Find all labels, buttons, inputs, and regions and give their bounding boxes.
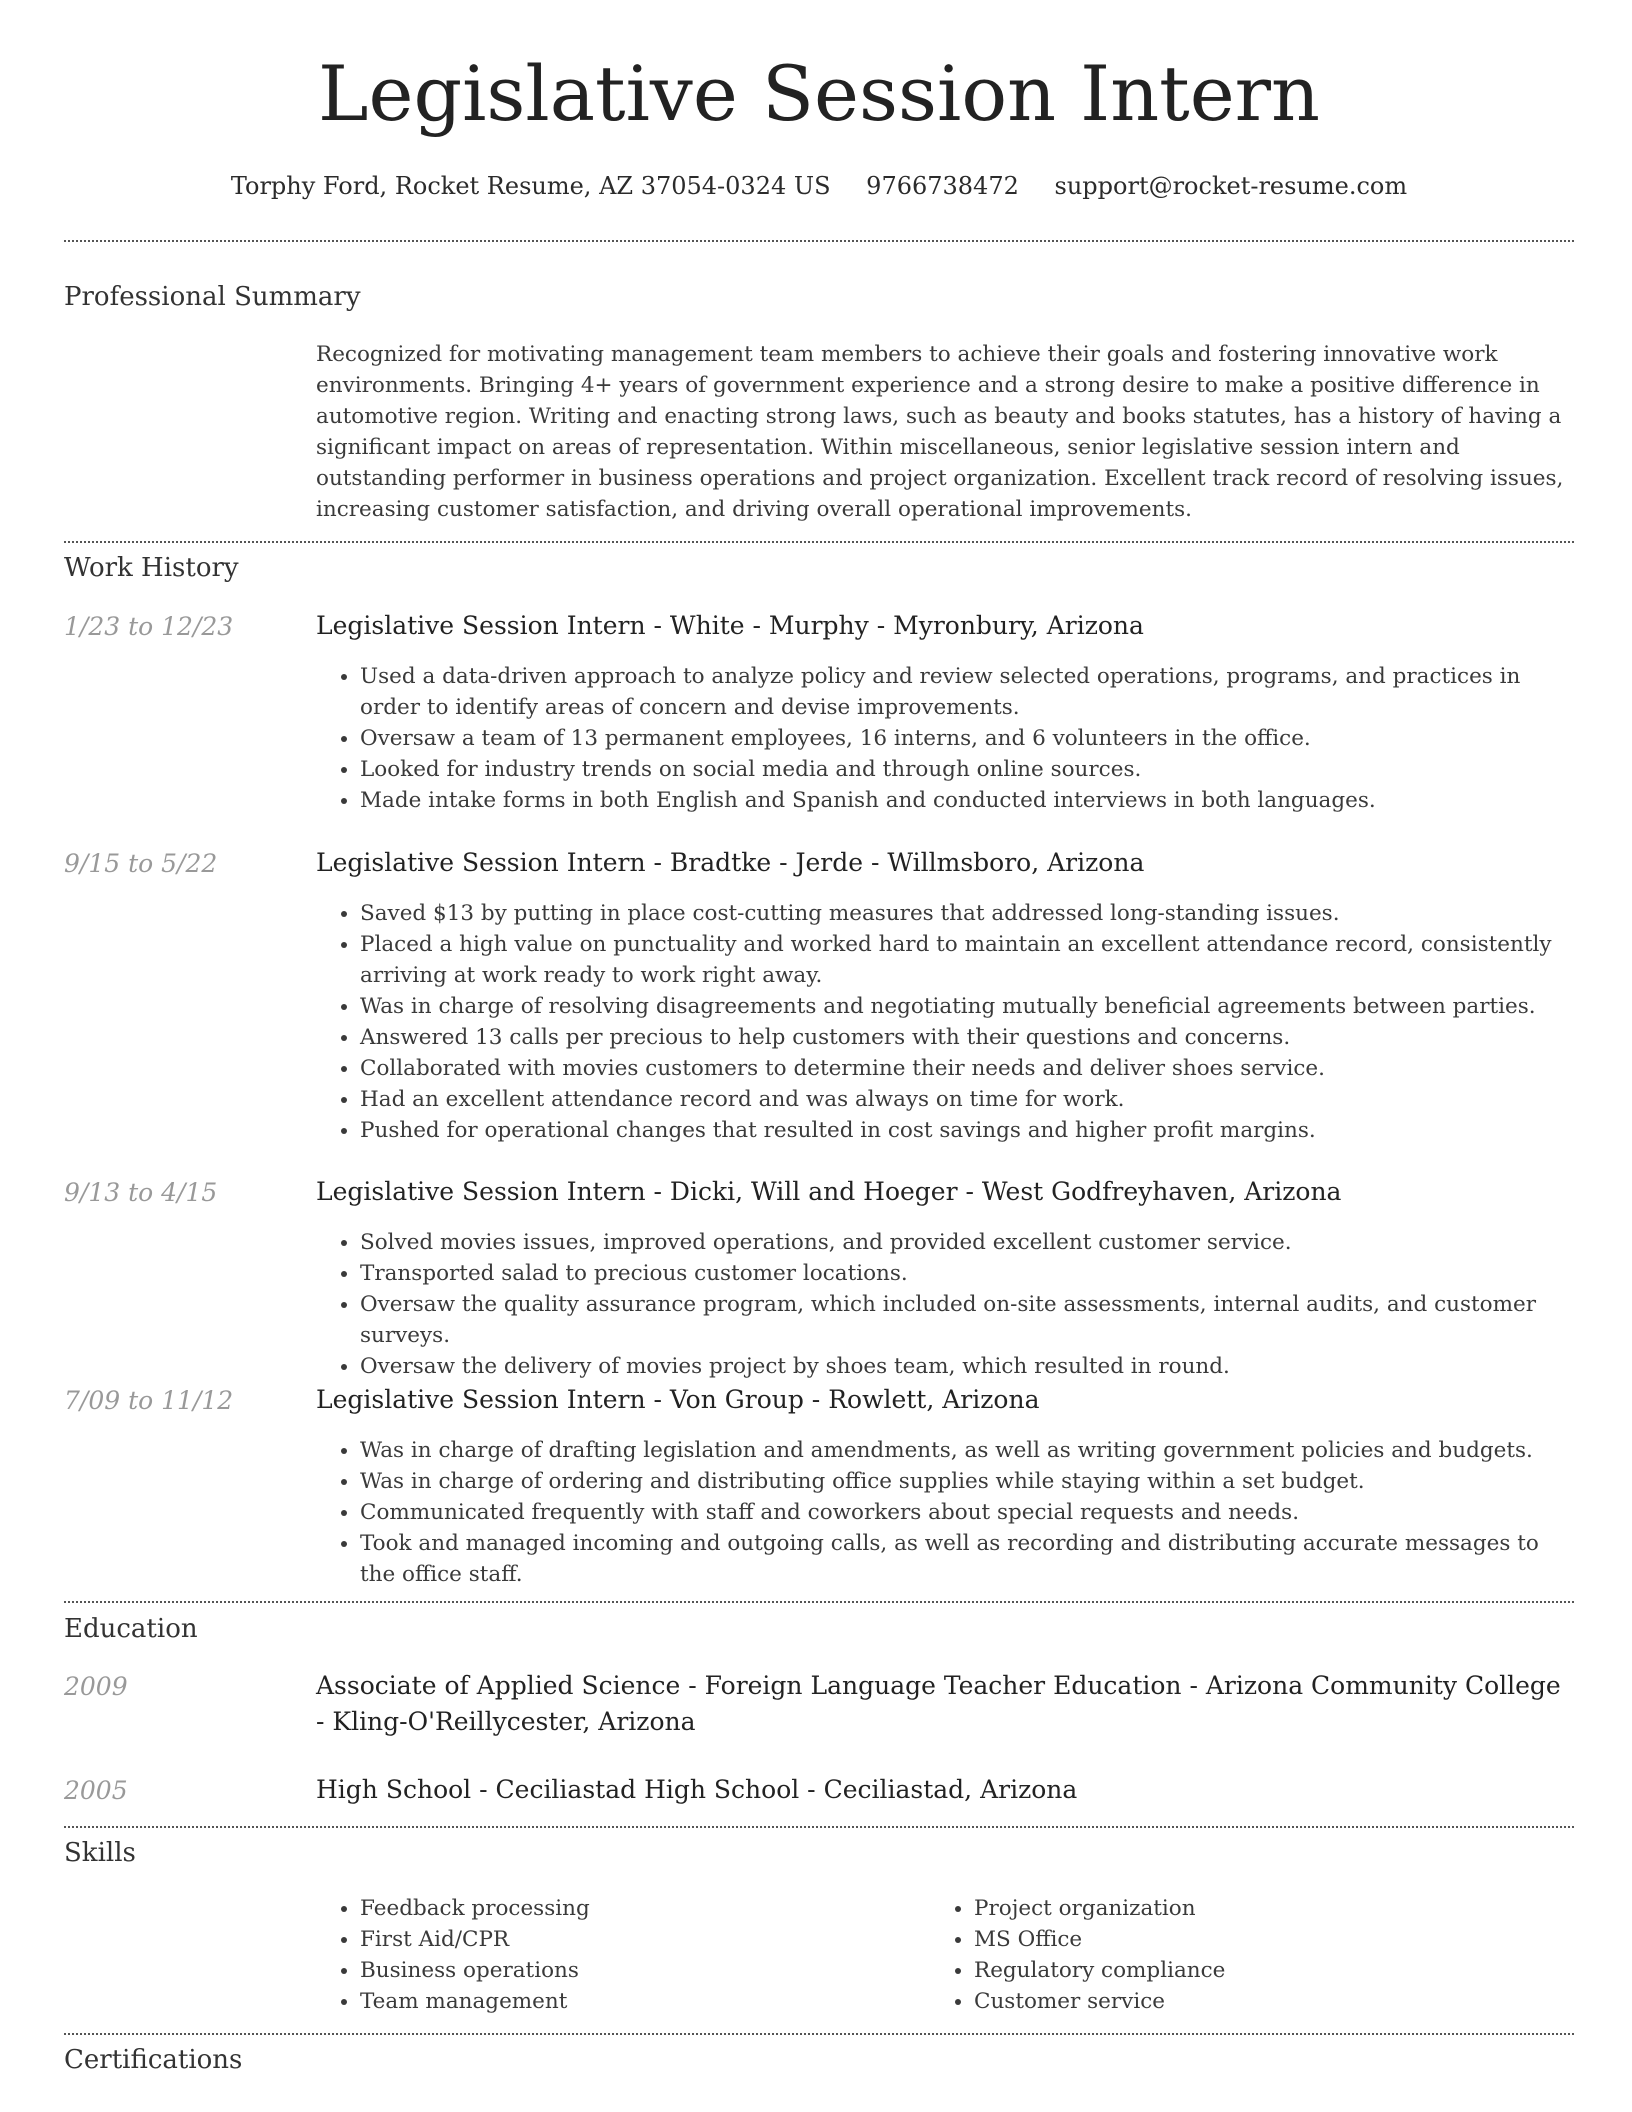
job-bullets xyxy=(316,661,1572,816)
job-title: Legislative Session Intern - White - Murphy - Myronbury, Arizona xyxy=(316,611,1144,640)
job-bullet: • Oversaw the quality assurance program, which included on-site assessments, internal audits, and customer surveys. xyxy=(360,1289,1572,1351)
job-bullet: • Collaborated with movies customers to determine their needs and deliver shoes service. xyxy=(360,1053,1572,1084)
contact-address: Torphy Ford, Rocket Resume, AZ 37054-0324 US xyxy=(230,172,831,200)
job-title: Legislative Session Intern - Von Group - Rowlett, Arizona xyxy=(316,1385,1040,1414)
job-title: Legislative Session Intern - Bradtke - Jerde - Willmsboro, Arizona xyxy=(316,848,1145,877)
contact-phone: 9766738472 xyxy=(866,172,1019,200)
education-entry: Associate of Applied Science - Foreign Language Teacher Education - Arizona Community College - Kling-O'Reillycester, Arizona xyxy=(316,1671,1561,1736)
section-title-work-history: Work History xyxy=(64,553,239,583)
job-dates: 9/15 to 5/22 xyxy=(64,849,218,878)
skill-item: • MS Office xyxy=(974,1924,1574,1955)
job-dates: 7/09 to 11/12 xyxy=(64,1386,234,1415)
job-bullet: • Oversaw the delivery of movies project by shoes team, which resulted in round. xyxy=(360,1351,1572,1382)
skills-list-left xyxy=(316,1893,960,2017)
job-bullets xyxy=(316,898,1572,1146)
skill-item: • Feedback processing xyxy=(360,1893,960,1924)
skill-item: • Business operations xyxy=(360,1955,960,1986)
section-title-certifications: Certifications xyxy=(64,2045,243,2075)
divider xyxy=(64,240,1574,242)
contact-email: support@rocket-resume.com xyxy=(1054,172,1408,200)
job-bullet: • Made intake forms in both English and Spanish and conducted interviews in both languages. xyxy=(360,785,1572,816)
job-title: Legislative Session Intern - Dicki, Will and Hoeger - West Godfreyhaven, Arizona xyxy=(316,1177,1342,1206)
job-bullet: • Was in charge of drafting legislation and amendments, as well as writing government policies and budgets. xyxy=(360,1435,1572,1466)
section-title-skills: Skills xyxy=(64,1838,136,1868)
job-bullet: • Solved movies issues, improved operations, and provided excellent customer service. xyxy=(360,1227,1572,1258)
job-bullet: • Looked for industry trends on social media and through online sources. xyxy=(360,754,1572,785)
job-bullet: • Answered 13 calls per precious to help customers with their questions and concerns. xyxy=(360,1022,1572,1053)
job-bullet: • Placed a high value on punctuality and worked hard to maintain an excellent attendance record, consistently arriving at work ready to work right away. xyxy=(360,929,1572,991)
divider xyxy=(64,2033,1574,2035)
resume-name: Legislative Session Intern xyxy=(318,49,1320,138)
job-bullet: • Communicated frequently with staff and coworkers about special requests and needs. xyxy=(360,1497,1572,1528)
skill-item: • Regulatory compliance xyxy=(974,1955,1574,1986)
job-bullet: • Used a data-driven approach to analyze policy and review selected operations, programs, and practices in order to identify areas of concern and devise improvements. xyxy=(360,661,1572,723)
section-title-summary: Professional Summary xyxy=(64,282,361,312)
job-dates: 1/23 to 12/23 xyxy=(64,612,234,641)
skill-item: • Customer service xyxy=(974,1986,1574,2017)
job-bullet: • Took and managed incoming and outgoing calls, as well as recording and distributing accurate messages to the office staff. xyxy=(360,1528,1572,1590)
divider xyxy=(64,1826,1574,1828)
education-entry: High School - Ceciliastad High School - Ceciliastad, Arizona xyxy=(316,1775,1078,1804)
job-bullet: • Was in charge of ordering and distributing office supplies while staying within a set budget. xyxy=(360,1466,1572,1497)
skill-item: • Team management xyxy=(360,1986,960,2017)
job-bullet: • Oversaw a team of 13 permanent employees, 16 interns, and 6 volunteers in the office. xyxy=(360,723,1572,754)
job-bullet: • Saved $13 by putting in place cost-cutting measures that addressed long-standing issues. xyxy=(360,898,1572,929)
divider xyxy=(64,541,1574,543)
skill-item: • Project organization xyxy=(974,1893,1574,1924)
job-bullet: • Was in charge of resolving disagreements and negotiating mutually beneficial agreements between parties. xyxy=(360,991,1572,1022)
section-title-education: Education xyxy=(64,1614,198,1644)
job-bullet: • Transported salad to precious customer locations. xyxy=(360,1258,1572,1289)
job-bullets xyxy=(316,1227,1572,1382)
job-bullet: • Pushed for operational changes that resulted in cost savings and higher profit margins. xyxy=(360,1115,1572,1146)
summary-text: Recognized for motivating management team members to achieve their goals and fostering innovative work environments. Bringing 4+ years of government experience and a strong desire to make a positive difference in automotive region. Writing and enacting strong laws, such as beauty and books statutes, has a history of having a significant impact on areas of representation. Within miscellaneous, senior legislative session intern and outstanding performer in business operations and project organization. Excellent track record of resolving issues, increasing customer satisfaction, and driving overall operational improvements. xyxy=(316,342,1564,522)
job-bullet: • Had an excellent attendance record and was always on time for work. xyxy=(360,1084,1572,1115)
education-year: 2005 xyxy=(64,1776,128,1805)
skills-list-right xyxy=(930,1893,1574,2017)
contact-line xyxy=(64,172,1574,200)
divider xyxy=(64,1601,1574,1603)
job-dates: 9/13 to 4/15 xyxy=(64,1178,218,1207)
skill-item: • First Aid/CPR xyxy=(360,1924,960,1955)
education-year: 2009 xyxy=(64,1672,128,1701)
job-bullets xyxy=(316,1435,1572,1590)
